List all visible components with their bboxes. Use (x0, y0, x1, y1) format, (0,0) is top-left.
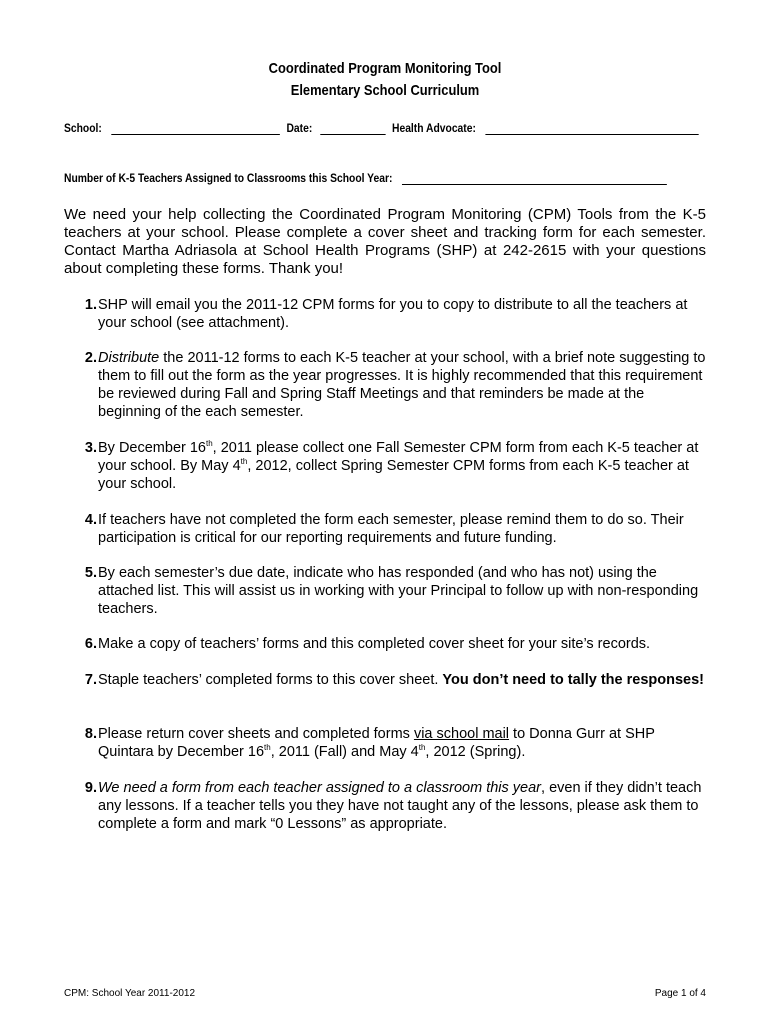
list-number: 5. (84, 565, 97, 581)
list-text-part: Staple teachers’ completed forms to this cover sheet. (98, 672, 443, 688)
footer-left: CPM: School Year 2011-2012 (64, 988, 196, 999)
health-advocate-label: Health Advocate: (391, 121, 476, 135)
list-number: 8. (84, 726, 97, 742)
document-title: Coordinated Program Monitoring Tool (268, 60, 502, 77)
underlined-text: via school mail (413, 726, 510, 742)
list-number: 1. (84, 297, 97, 313)
teachers-count-row (64, 171, 614, 185)
list-text-part: Please return cover sheets and completed forms (98, 726, 414, 742)
superscript: th (240, 457, 248, 467)
list-number: 6. (84, 636, 97, 652)
list-number: 4. (84, 512, 97, 528)
list-text (97, 439, 706, 493)
list-emphasis: Distribute (98, 350, 160, 366)
list-item (64, 725, 706, 761)
superscript: th (206, 439, 213, 449)
list-text-part: to Donna Gurr at SHP Quintara by December 16 (98, 726, 655, 760)
list-item (64, 779, 706, 833)
list-text (97, 349, 706, 421)
list-text-part: , 2012 (Spring). (425, 744, 526, 760)
intro-paragraph: We need your help collecting the Coordinated Program Monitoring (CPM) Tools from the K-5 teachers at your school. Please complete a cover sheet and tracking form for each semester. Contact Martha Adriasola at School Health Programs (SHP) at 242-2615 with your questions about completing these forms. Thank you! (64, 206, 706, 277)
list-number: 7. (84, 672, 97, 688)
list-number: 2. (84, 350, 97, 366)
list-item (64, 439, 706, 493)
list-number: 3. (84, 440, 97, 456)
list-text-part: , even if they didn’t teach any lessons. If a teacher tells you they have not taught any of the lessons, please ask them to complete a form and mark “0 Lessons” as appropriate. (98, 780, 702, 832)
list-text-part: By December 16 (98, 440, 206, 456)
list-emphasis: You don’t need to tally the responses! (442, 672, 704, 688)
list-item (64, 671, 706, 689)
list-text-part: the 2011-12 forms to each K-5 teacher at your school, with a brief note suggesting to them to fill out the form as the year progresses. It is highly recommended that this requirement be reviewed during Fall and Spring Staff Meetings and that reminders be made at the beginning of the each semester. (98, 350, 706, 420)
list-text (97, 779, 706, 833)
list-item (64, 296, 706, 332)
teachers-count-label: Number of K-5 Teachers Assigned to Classrooms this School Year: (64, 171, 393, 185)
health-advocate-field[interactable] (486, 122, 699, 135)
footer-page-number: Page 1 of 4 (654, 988, 706, 999)
school-field[interactable] (112, 122, 281, 135)
list-text: SHP will email you the 2011-12 CPM forms for you to copy to distribute to all the teachers at your school (see attachment). (98, 297, 688, 331)
list-text-part: , 2011 (Fall) and May 4 (270, 744, 419, 760)
list-emphasis: We need a form from each teacher assigned to a classroom this year (98, 780, 542, 796)
list-item (64, 635, 706, 653)
list-text-part: , 2012, collect Spring Semester CPM forms from each K-5 teacher at your school. (98, 458, 689, 492)
list-item (64, 511, 706, 547)
document-subtitle: Elementary School Curriculum (290, 82, 480, 99)
list-number: 9. (84, 780, 97, 796)
date-field[interactable] (320, 122, 385, 135)
list-text: By each semester’s due date, indicate who has responded (and who has not) using the attached list. This will assist us in working with your Principal to follow up with non-responding teachers. (98, 565, 699, 617)
superscript: th (264, 743, 271, 753)
list-item (64, 564, 706, 618)
list-item (64, 349, 706, 421)
teachers-count-field[interactable] (402, 172, 667, 185)
list-text: If teachers have not completed the form each semester, please remind them to do so. Their participation is critical for our reporting requirements and future funding. (98, 512, 684, 546)
school-info-row (64, 121, 614, 135)
school-label: School: (64, 121, 102, 135)
superscript: th (418, 743, 426, 753)
list-text (97, 671, 706, 689)
date-label: Date: (286, 121, 313, 135)
list-text-part: , 2011 please collect one Fall Semester CPM form from each K-5 teacher at your school. By May 4 (98, 440, 699, 474)
list-text (97, 725, 706, 761)
list-text: Make a copy of teachers’ forms and this completed cover sheet for your site’s records. (98, 636, 651, 652)
